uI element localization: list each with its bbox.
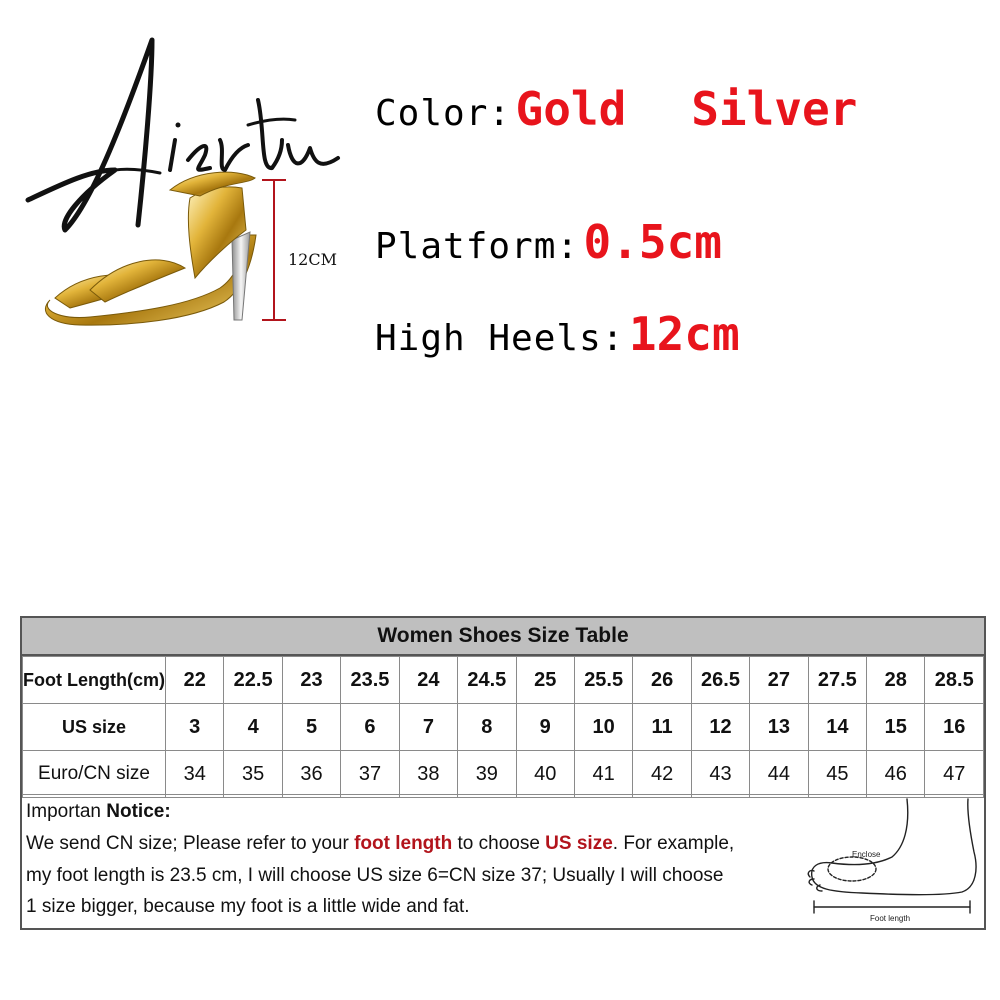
size-cell: 39 [458,751,516,798]
size-cell: 41 [574,751,632,798]
color-label: Color: [375,93,512,134]
size-cell: 34 [166,751,224,798]
size-cell: 23.5 [341,657,399,704]
color-spec [375,82,857,136]
size-cell: 13 [750,704,808,751]
notice-highlight-foot-length: foot length [354,833,453,854]
size-cell: 22 [166,657,224,704]
size-cell: 27.5 [808,657,866,704]
notice-text: to choose [452,833,546,854]
aiertu-logo [28,40,338,230]
size-cell: 38 [399,751,457,798]
size-cell: 45 [808,751,866,798]
notice-line-1 [26,833,734,855]
notice-heading-word: Notice: [106,801,171,822]
size-cell: 25 [516,657,574,704]
us-size-row [23,704,984,751]
size-cell: 40 [516,751,574,798]
platform-label: Platform: [375,226,580,267]
notice-heading [26,801,171,823]
size-cell: 15 [867,704,925,751]
size-grid [22,656,984,798]
size-cell: 42 [633,751,691,798]
size-cell: 24.5 [458,657,516,704]
heel-label: High Heels: [375,318,625,359]
size-cell: 23 [282,657,340,704]
row-header: Euro/CN size [23,751,166,798]
size-cell: 3 [166,704,224,751]
size-table [20,616,986,930]
enclose-label: Enclose [852,850,881,859]
product-hero [0,0,1000,400]
size-cell: 11 [633,704,691,751]
notice-line-3: 1 size bigger, because my foot is a little wide and fat. [26,896,470,917]
size-cell: 36 [282,751,340,798]
platform-value: 0.5cm [583,215,723,269]
size-cell: 12 [691,704,749,751]
heel-height-label: 12CM [288,250,337,269]
size-cell: 44 [750,751,808,798]
size-cell: 28.5 [925,657,984,704]
platform-spec [375,215,722,269]
size-cell: 10 [574,704,632,751]
size-cell: 26.5 [691,657,749,704]
euro-cn-size-row [23,751,984,798]
size-cell: 22.5 [224,657,282,704]
color-option-silver: Silver [691,82,858,136]
size-cell: 26 [633,657,691,704]
row-header: US size [23,704,166,751]
important-notice [22,794,984,929]
notice-line-2: my foot length is 23.5 cm, I will choose US size 6=CN size 37; Usually I will choose [26,865,724,886]
notice-heading-prefix: Importan [26,801,101,822]
size-cell: 43 [691,751,749,798]
notice-text: . For example, [612,833,735,854]
size-cell: 5 [282,704,340,751]
size-cell: 28 [867,657,925,704]
notice-text: We send CN size; Please refer to your [26,833,355,854]
size-cell: 37 [341,751,399,798]
table-title: Women Shoes Size Table [22,618,984,656]
heel-value: 12cm [628,307,740,361]
gold-sandal-illustration [20,20,350,350]
size-cell: 6 [341,704,399,751]
foot-length-label: Foot length [870,914,911,923]
size-cell: 47 [925,751,984,798]
size-cell: 7 [399,704,457,751]
size-cell: 9 [516,704,574,751]
size-cell: 14 [808,704,866,751]
size-cell: 25.5 [574,657,632,704]
size-cell: 24 [399,657,457,704]
size-cell: 35 [224,751,282,798]
size-cell: 8 [458,704,516,751]
size-cell: 4 [224,704,282,751]
foot-measurement-diagram [792,797,982,927]
size-cell: 16 [925,704,984,751]
size-cell: 27 [750,657,808,704]
heel-height-marker [262,180,286,320]
size-cell: 46 [867,751,925,798]
row-header: Foot Length(cm) [23,657,166,704]
notice-highlight-us-size: US size [545,833,613,854]
foot-length-row [23,657,984,704]
color-option-gold: Gold [515,82,627,136]
heel-spec [375,307,740,361]
